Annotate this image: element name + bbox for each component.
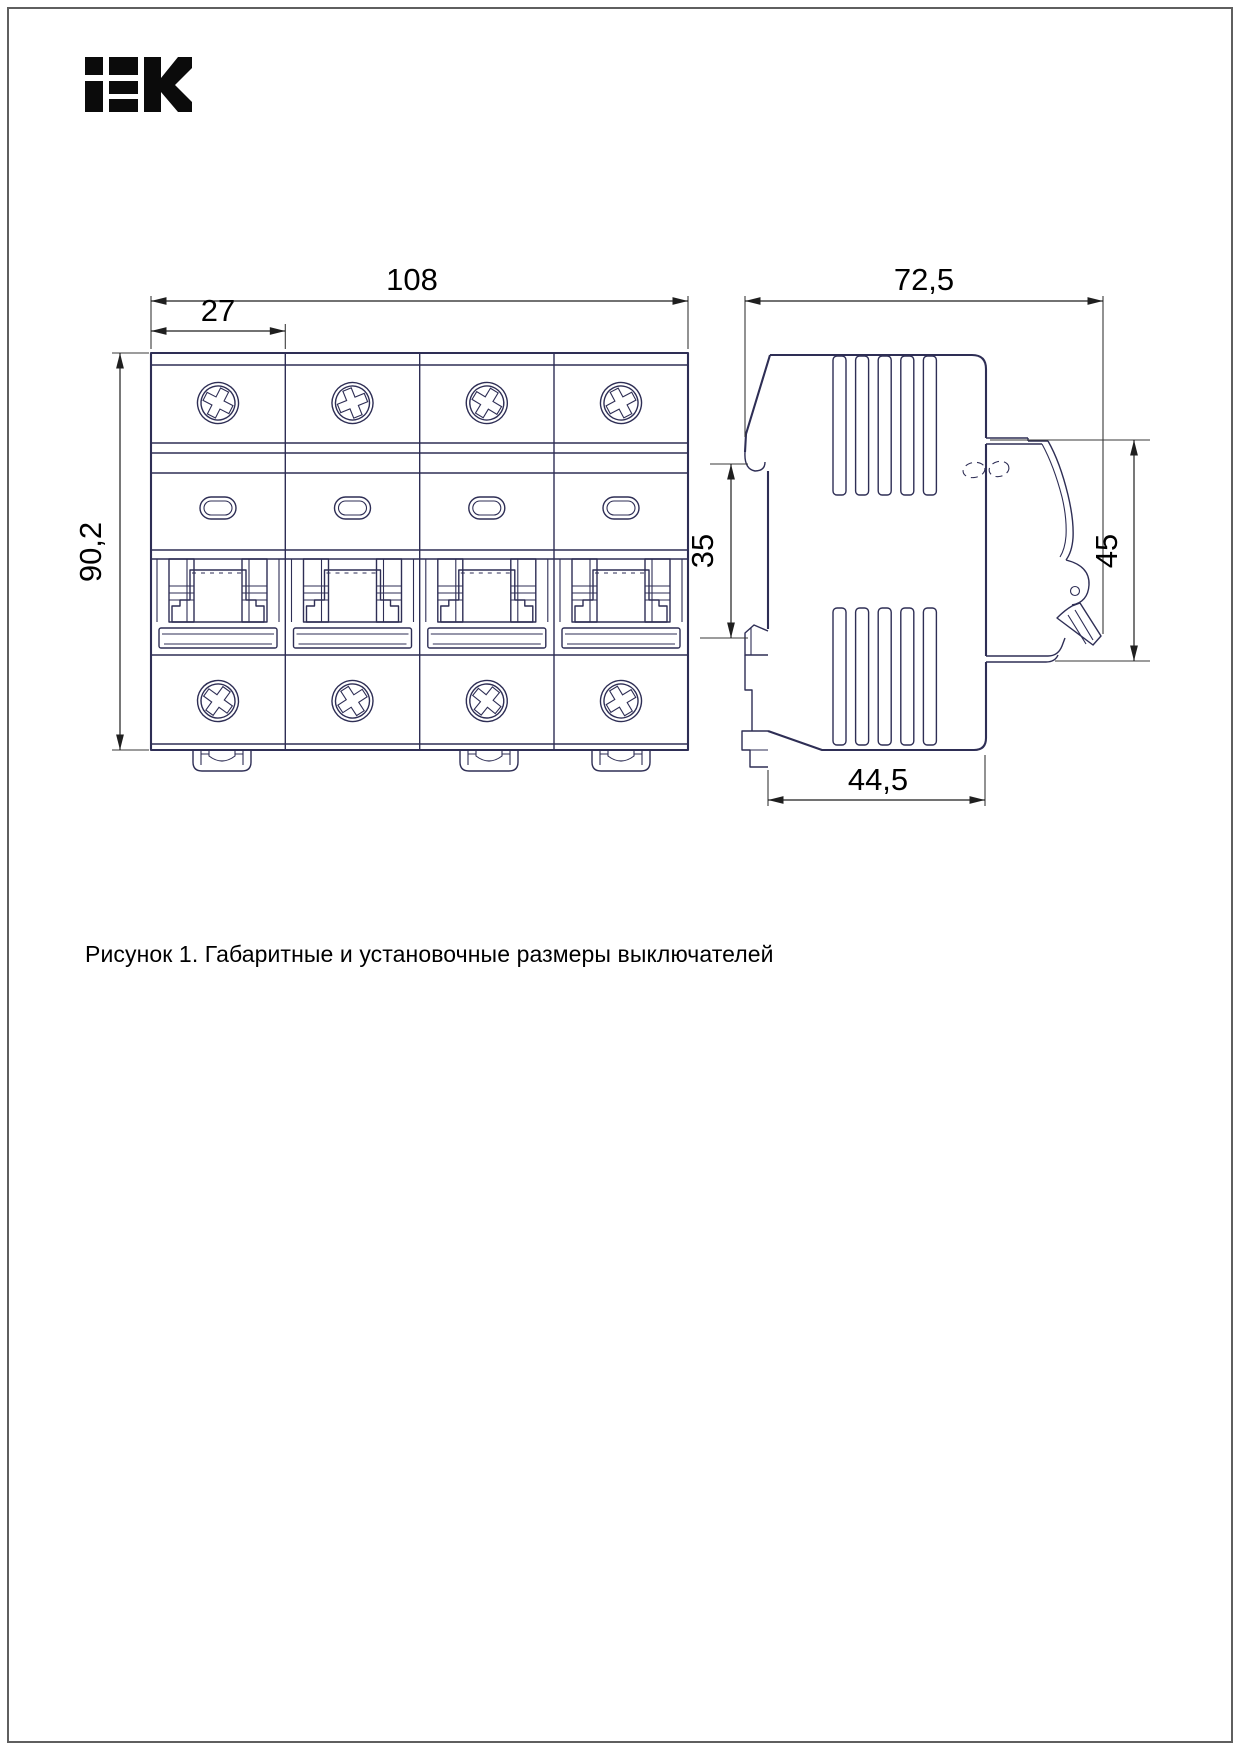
dim-label-90-2: 90,2 <box>73 521 108 583</box>
toggle-handle <box>157 559 279 648</box>
phillips-screw <box>190 375 245 430</box>
din-catch-top <box>745 452 765 471</box>
dim-label-108: 108 <box>386 262 438 297</box>
side-view <box>742 355 1101 767</box>
terminal-lip-bottom <box>986 638 1065 662</box>
latch-pivot <box>1071 587 1080 596</box>
front-view <box>151 353 688 771</box>
logo-k-arms <box>161 57 192 112</box>
latch-knuckle <box>1066 560 1089 605</box>
figure-caption: Рисунок 1. Габаритные и установочные размеры выключателей <box>85 941 774 967</box>
indicator-window <box>335 497 371 519</box>
phillips-screw <box>324 673 381 730</box>
latch-tail <box>1057 603 1101 645</box>
phillips-screw <box>326 376 379 429</box>
dimension-din-rail <box>685 464 748 638</box>
dim-label-27: 27 <box>200 293 236 328</box>
terminal-lip-top <box>986 438 1048 444</box>
dimension-base-depth <box>768 755 985 806</box>
din-clip <box>592 750 650 771</box>
iek-logo <box>85 57 192 112</box>
indicator-window <box>603 497 639 519</box>
logo-i-stem <box>85 81 103 112</box>
indicator-window <box>200 497 236 519</box>
page-border <box>8 8 1232 1742</box>
vent-ribs-lower <box>833 608 936 745</box>
hidden-hole <box>962 461 986 480</box>
toggle-handle <box>292 559 414 648</box>
dim-label-72-5: 72,5 <box>893 262 955 297</box>
logo-i-dot <box>85 57 103 75</box>
latch-blade <box>1048 441 1073 560</box>
logo-e-bar <box>109 99 138 112</box>
phillips-screw <box>458 672 516 730</box>
din-clip <box>193 750 251 771</box>
toggle-handle <box>426 559 548 648</box>
phillips-screw <box>593 375 648 430</box>
phillips-screw <box>189 672 246 729</box>
logo-e-bar <box>109 81 138 94</box>
phillips-screw <box>593 673 649 729</box>
indicator-window <box>469 497 505 519</box>
vent-ribs-upper <box>833 356 936 495</box>
dim-label-44-5: 44,5 <box>847 762 909 797</box>
dim-label-45: 45 <box>1089 533 1124 569</box>
dimension-height <box>73 353 149 750</box>
logo-e-bar <box>109 57 138 75</box>
din-catch-bottom <box>742 625 768 767</box>
phillips-screw <box>459 375 515 431</box>
logo-k-stem <box>144 57 161 112</box>
hidden-hole <box>987 459 1010 478</box>
dim-label-35: 35 <box>685 533 720 569</box>
din-clip <box>460 750 518 771</box>
toggle-handle <box>560 559 682 648</box>
